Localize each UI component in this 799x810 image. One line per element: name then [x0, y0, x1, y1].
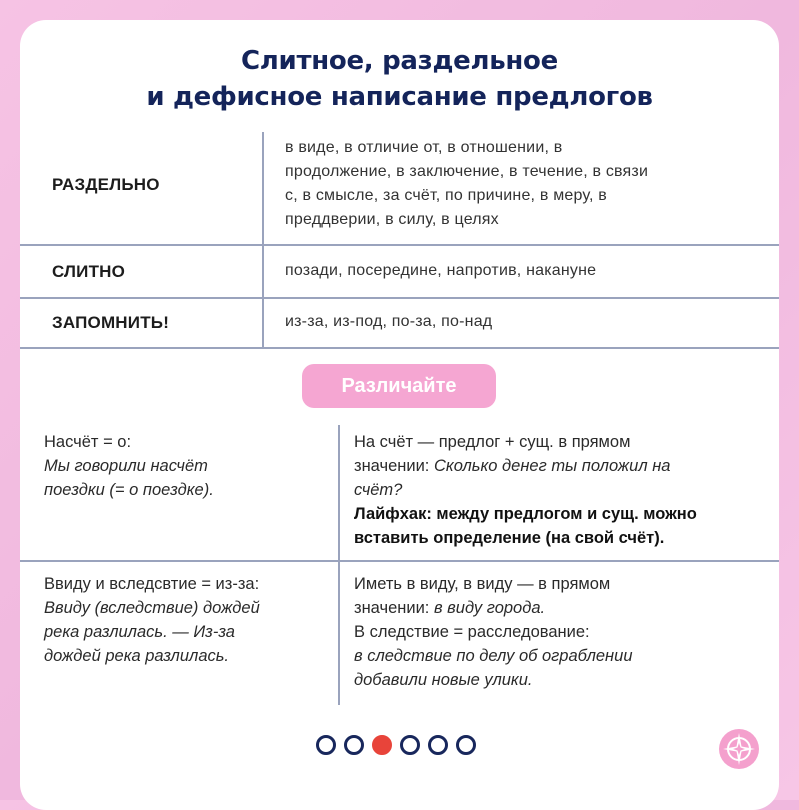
- pair-2-right: [354, 572, 774, 692]
- cell-line: Мы говорили насчёт: [44, 457, 208, 475]
- title-line-2: и дефисное написание предлогов: [146, 82, 653, 112]
- rule-label-separate: РАЗДЕЛЬНО: [52, 175, 160, 194]
- cell-text: значении:: [354, 457, 434, 475]
- cell-line: добавили новые улики.: [354, 671, 533, 689]
- rule-text-remember: [285, 310, 765, 334]
- rule-text-line: преддверии, в силу, в целях: [285, 211, 499, 228]
- cell-text: Сколько денег ты положил на: [433, 457, 671, 475]
- rule-text-line: с, в смысле, за счёт, по причине, в меру, в: [285, 187, 607, 204]
- pair-1-left: [44, 430, 329, 502]
- distinguish-row-separator: [20, 560, 779, 562]
- rule-text-line: в виде, в отличие от, в отношении, в: [285, 139, 563, 156]
- rule-label-remember: ЗАПОМНИТЬ!: [52, 313, 170, 332]
- lifehack-line: вставить определение (на свой счёт).: [354, 529, 665, 547]
- rule-label-joined: СЛИТНО: [52, 262, 126, 281]
- rule-text-line: продолжение, в заключение, в течение, в связи: [285, 163, 649, 180]
- cell-line: в следствие по делу об ограблении: [354, 647, 633, 665]
- rules-row-separator: [20, 297, 779, 299]
- page-dot-2[interactable]: [344, 735, 364, 755]
- page-dot-1[interactable]: [316, 735, 336, 755]
- lifehack-line: Лайфхак: между предлогом и сущ. можно: [354, 505, 697, 523]
- cell-text: значении:: [354, 599, 434, 617]
- cell-line: Насчёт = о:: [44, 433, 132, 451]
- cell-line: На счёт — предлог + сущ. в прямом: [354, 433, 631, 451]
- page-dot-6[interactable]: [456, 735, 476, 755]
- page-dot-5[interactable]: [428, 735, 448, 755]
- compass-star-icon: [719, 729, 759, 769]
- cell-line: В следствие = расследование:: [354, 623, 590, 641]
- cell-line: [354, 454, 774, 478]
- pair-2-left: [44, 572, 336, 668]
- page-title: [0, 43, 799, 115]
- cell-line: дождей река разлилась.: [44, 647, 230, 665]
- rules-row-separator: [20, 347, 779, 349]
- page-dot-3[interactable]: [372, 735, 392, 755]
- cell-line: Иметь в виду, в виду — в прямом: [354, 575, 611, 593]
- cell-line: Ввиду (вследствие) дождей: [44, 599, 260, 617]
- distinguish-table-divider: [338, 425, 340, 705]
- pair-1-right: [354, 430, 774, 550]
- cell-line: река разлилась. — Из-за: [44, 623, 235, 641]
- rule-text-line: позади, посередине, напротив, накануне: [285, 262, 597, 279]
- cell-text: в виду города.: [433, 599, 546, 617]
- cell-line: [354, 596, 774, 620]
- cell-line: Ввиду и вследсвтие = из-за:: [44, 575, 260, 593]
- title-line-1: Слитное, раздельное: [241, 46, 558, 76]
- distinguish-badge: Различайте: [302, 364, 496, 408]
- page-dot-4[interactable]: [400, 735, 420, 755]
- rule-text-line: из-за, из-под, по-за, по-над: [285, 313, 493, 330]
- rule-text-separate: [285, 136, 765, 232]
- cell-line: счёт?: [354, 481, 403, 499]
- rules-row-separator: [20, 244, 779, 246]
- rules-table-divider: [262, 132, 264, 348]
- cell-line: поездки (= о поездке).: [44, 481, 214, 499]
- rule-text-joined: [285, 259, 765, 283]
